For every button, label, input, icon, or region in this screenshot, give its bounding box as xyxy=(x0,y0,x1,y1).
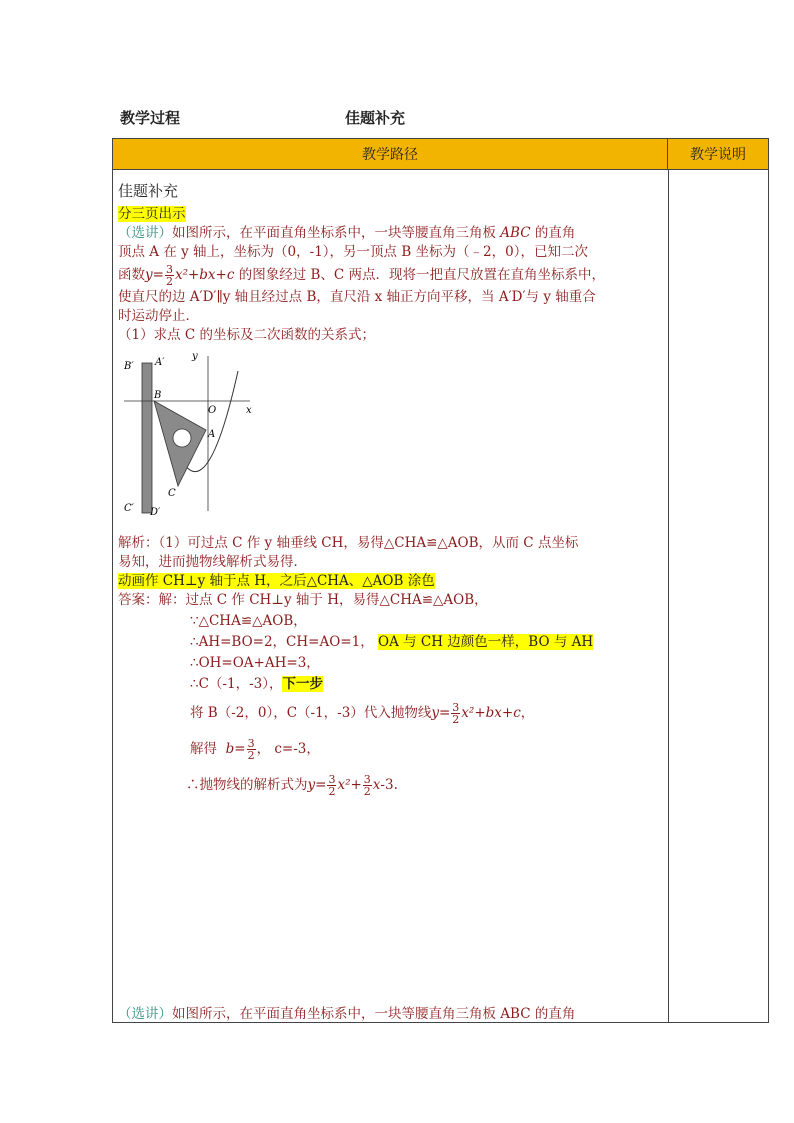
problem-repeat: （选讲）如图所示，在平面直角坐标系中，一块等腰直角三角板 ABC 的直角 xyxy=(118,1006,576,1022)
answer-line-5: ∴C（-1，-3），下一步 xyxy=(190,676,323,692)
col-header-path: 教学路径 xyxy=(113,139,668,170)
label-B1: B′ xyxy=(124,361,134,372)
answer-line-8: ∴抛物线的解析式为y= $\frac{3}{2}$ x²+ $\frac{3}{2}$ x-3. xyxy=(186,773,398,798)
label-A1: A′ xyxy=(155,357,165,368)
analysis-line-2: 易知，进而抛物线解析式易得． xyxy=(118,554,307,570)
header-left: 教学过程 xyxy=(120,109,181,127)
geometry-figure xyxy=(120,351,270,526)
lesson-content xyxy=(118,170,663,798)
column-divider xyxy=(668,170,669,1022)
label-D1: D′ xyxy=(150,507,161,518)
analysis-line-1: 解析：（1）可过点 C 作 y 轴垂线 CH，易得△CHA≌△AOB，从而 C 点坐标 xyxy=(118,535,579,551)
problem-line-1: （选讲）如图所示，在平面直角坐标系中，一块等腰直角三角板 ABC 的直角 xyxy=(118,225,576,241)
answer-line-1: 答案：解：过点 C 作 CH⊥y 轴于 H，易得△CHA≌△AOB， xyxy=(118,592,488,608)
section-title: 佳题补充 xyxy=(118,182,179,200)
problem-line-4: 使直尺的边 A′D′∥y 轴且经过点 B，直尺沿 x 轴正方向平移，当 A′D′与 y 轴重合 xyxy=(118,289,596,305)
label-x: x xyxy=(246,405,252,416)
answer-line-6: 将 B（-2，0），C（-1，-3）代入抛物线y= $\frac{3}{2}$ x²+bx+c， xyxy=(190,701,535,726)
label-C1: C′ xyxy=(124,503,134,514)
answer-line-2: ∵△CHA≌△AOB， xyxy=(190,613,307,629)
problem-line-2: 顶点 A 在 y 轴上，坐标为（0，-1），另一顶点 B 坐标为（﹣2，0），已知二次 xyxy=(118,244,588,260)
label-y: y xyxy=(192,351,198,362)
col-header-notes: 教学说明 xyxy=(668,139,768,170)
highlight-split: 分三页出示 xyxy=(118,206,186,222)
lesson-table xyxy=(112,138,769,1023)
answer-line-7: 解得 b= $\frac{3}{2}$ ， c=-3， xyxy=(190,737,320,762)
problem-line-5: 时运动停止． xyxy=(118,308,199,324)
question-1: （1）求点 C 的坐标及二次函数的关系式； xyxy=(118,327,376,343)
problem-line-3: 函数y= $\frac{3}{2}$ x²+bx+c 的图象经过 B、C 两点．现将一把直尺放置在直角坐标系中， xyxy=(118,263,606,288)
label-A: A xyxy=(208,429,216,440)
label-B: B xyxy=(154,390,162,401)
answer-line-3: ∴AH=BO=2，CH=AO=1， OA 与 CH 边颜色一样，BO 与 AH xyxy=(190,634,594,650)
label-C: C xyxy=(168,488,176,499)
highlight-animation: 动画作 CH⊥y 轴于点 H，之后△CHA、△AOB 涂色 xyxy=(118,573,435,589)
answer-line-4: ∴OH=OA+AH=3， xyxy=(190,655,320,671)
label-O: O xyxy=(208,405,217,416)
header-center: 佳题补充 xyxy=(345,109,406,127)
